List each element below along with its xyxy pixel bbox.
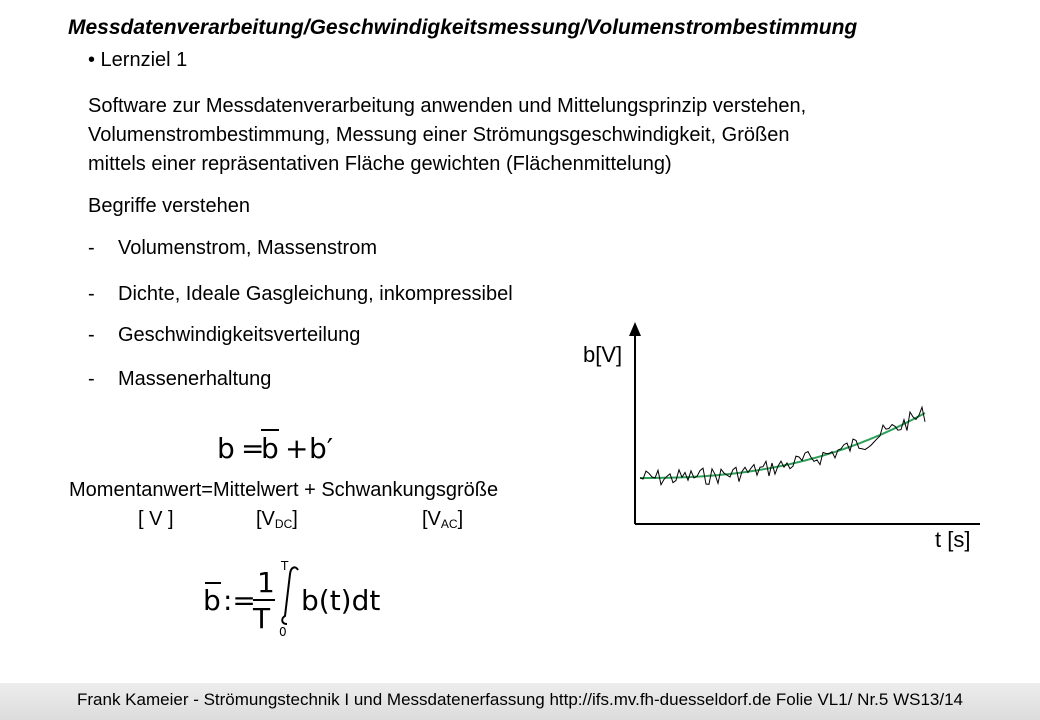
integral-lower: 0 xyxy=(279,625,287,639)
footer-text: Frank Kameier - Strömungstechnik I und Messdatenerfassung http://ifs.mv.fh-duesseldorf.de Folie VL1/ Nr.5 WS13/14 xyxy=(77,690,963,709)
formula-decomposition xyxy=(205,420,365,470)
term-label: Dichte, Ideale Gasgleichung, inkompressibel xyxy=(118,283,513,305)
formula-mean-definition xyxy=(195,558,385,640)
term-label: Geschwindigkeitsverteilung xyxy=(118,324,361,346)
y-axis-label: b[V] xyxy=(583,342,623,367)
unit-vac xyxy=(422,505,463,539)
integrand: b(t)dt xyxy=(301,584,381,617)
mean-trend-line xyxy=(640,413,925,478)
description-line-1: Software zur Messdatenverarbeitung anwenden und Mittelungsprinzip verstehen, xyxy=(88,95,807,117)
formula-fluctuation: b′ xyxy=(309,432,334,465)
begriffe-heading: Begriffe verstehen xyxy=(88,195,250,217)
instantaneous-signal xyxy=(640,407,925,485)
dash-marker: - xyxy=(88,237,95,259)
term-item xyxy=(88,321,360,350)
fraction-denominator: T xyxy=(253,602,271,635)
unit-vdc-close: ] xyxy=(292,508,298,530)
dash-marker: - xyxy=(88,324,95,346)
term-label: Volumenstrom, Massenstrom xyxy=(118,237,377,259)
integral-icon xyxy=(282,567,298,624)
term-item xyxy=(88,280,513,309)
formula-def: := xyxy=(223,584,256,617)
term-label: Massenerhaltung xyxy=(118,368,272,390)
formula-equals: = xyxy=(241,432,265,465)
momentanwert-line: Momentanwert=Mittelwert + Schwankungsgröße xyxy=(69,479,499,501)
unit-vac-open: [V xyxy=(422,508,441,530)
lernziel-bullet: • Lernziel 1 xyxy=(88,49,188,71)
description-line-3: mittels einer repräsentativen Fläche gewichten (Flächenmittelung) xyxy=(88,153,672,175)
x-axis-label: t [s] xyxy=(935,527,971,552)
formula-mean: b xyxy=(261,432,279,465)
unit-vac-close: ] xyxy=(457,508,464,530)
fraction-numerator: 1 xyxy=(257,566,275,599)
dash-marker: - xyxy=(88,283,95,305)
formula-mean: b xyxy=(203,584,221,617)
unit-vac-sub: AC xyxy=(440,517,458,531)
description-paragraph xyxy=(88,92,806,179)
term-item xyxy=(88,365,271,394)
unit-vdc-open: [V xyxy=(256,508,275,530)
dash-marker: - xyxy=(88,368,95,390)
y-axis-arrow-icon xyxy=(629,322,641,336)
unit-v: [ V ] xyxy=(138,508,174,530)
description-line-2: Volumenstrombestimmung, Messung einer Strömungsgeschwindigkeit, Größen xyxy=(88,124,790,146)
integral-upper: T xyxy=(281,559,289,573)
term-item xyxy=(88,234,377,263)
formula-lhs: b xyxy=(217,432,235,465)
unit-vdc-sub: DC xyxy=(274,517,293,531)
slide-title: Messdatenverarbeitung/Geschwindigkeitsmessung/Volumenstrombestimmung xyxy=(68,16,858,39)
signal-plot xyxy=(580,318,1000,558)
formula-plus: + xyxy=(285,432,309,465)
unit-vdc xyxy=(256,505,298,539)
